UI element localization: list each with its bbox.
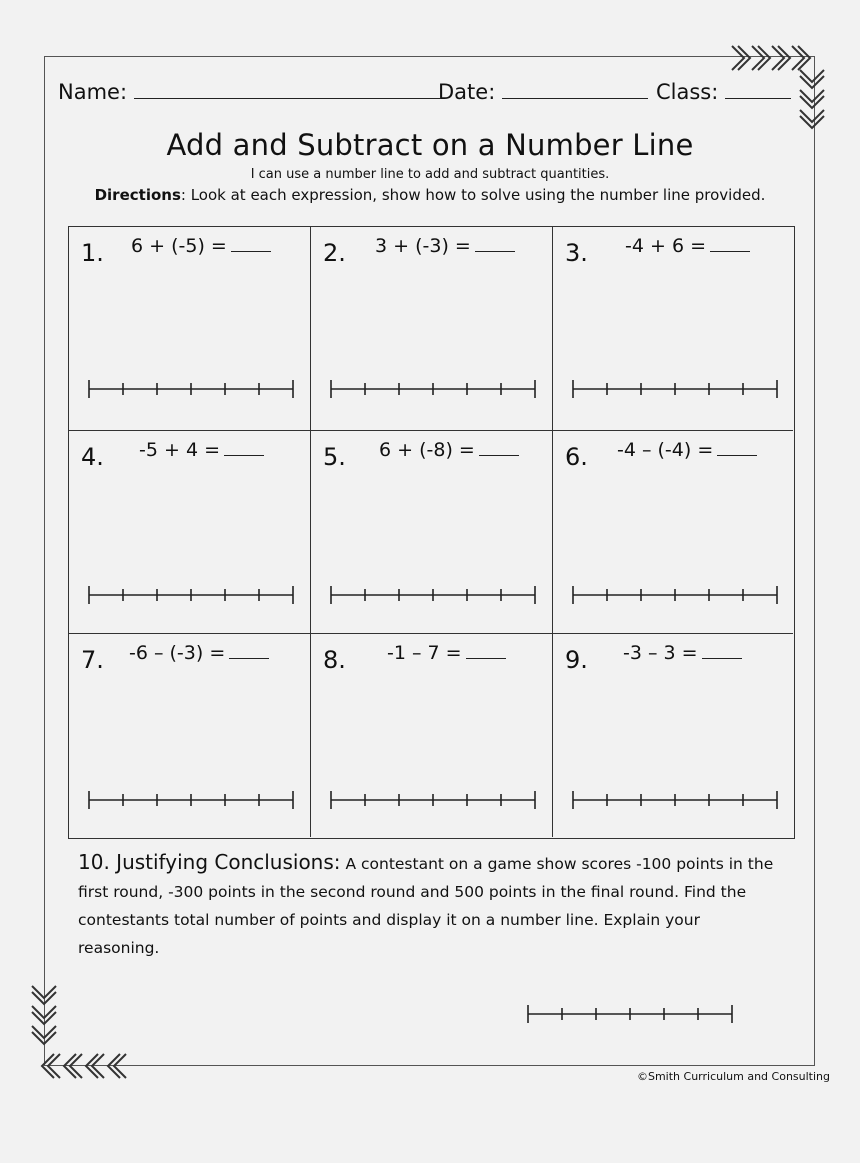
problem-number: 7.: [81, 646, 104, 674]
problem-cell: [553, 227, 793, 431]
class-blank[interactable]: [725, 80, 791, 99]
date-field[interactable]: [438, 80, 648, 104]
problem-expression: -4 – (-4) =: [617, 439, 757, 461]
problem-expression: -5 + 4 =: [139, 439, 264, 461]
problem-expression: -1 – 7 =: [387, 642, 506, 664]
problem-cell: [311, 431, 553, 634]
problem-number: 6.: [565, 443, 588, 471]
answer-blank[interactable]: [479, 441, 519, 456]
directions-text: : Look at each expression, show how to solve using the number line provided.: [180, 186, 766, 204]
answer-blank[interactable]: [475, 237, 515, 252]
number-line: [526, 1004, 734, 1024]
answer-blank[interactable]: [229, 644, 269, 659]
conclusion-heading: 10. Justifying Conclusions:: [78, 850, 341, 874]
number-line: [571, 790, 779, 810]
problem-expression: -4 + 6 =: [625, 235, 750, 257]
date-blank[interactable]: [502, 80, 648, 99]
number-line: [87, 585, 295, 605]
arrow-border-bottom-left-icon: [28, 982, 138, 1082]
problem-cell: [311, 227, 553, 431]
conclusion-text: A contestant on a game show scores -100 points in the first round, -300 points in the second round and 500 points in the final round. Find the contestants total number of points and display it on a number line. Explain your reasoning.: [78, 855, 774, 957]
name-label: Name:: [58, 80, 128, 104]
directions: [0, 186, 860, 204]
problem-number: 5.: [323, 443, 346, 471]
class-label: Class:: [656, 80, 719, 104]
problem-cell: [553, 634, 793, 837]
learning-goal: I can use a number line to add and subtract quantities.: [250, 167, 610, 182]
problem-expression: 6 + (-8) =: [379, 439, 519, 461]
problem-cell: [69, 227, 311, 431]
problem-number: 3.: [565, 239, 588, 267]
problem-expression: 6 + (-5) =: [131, 235, 271, 257]
problem-number: 1.: [81, 239, 104, 267]
problem-number: 2.: [323, 239, 346, 267]
directions-label: Directions: [94, 186, 181, 204]
problem-expression: 3 + (-3) =: [375, 235, 515, 257]
answer-blank[interactable]: [710, 237, 750, 252]
number-line: [87, 379, 295, 399]
problem-expression: -3 – 3 =: [623, 642, 742, 664]
problem-number: 9.: [565, 646, 588, 674]
problem-grid: [68, 226, 795, 839]
copyright-credit: ©Smith Curriculum and Consulting: [636, 1070, 830, 1083]
answer-blank[interactable]: [231, 237, 271, 252]
number-line: [329, 379, 537, 399]
problem-cell: [69, 634, 311, 837]
problem-cell: [553, 431, 793, 634]
date-label: Date:: [438, 80, 496, 104]
name-blank[interactable]: [134, 80, 440, 99]
answer-blank[interactable]: [466, 644, 506, 659]
problem-number: 4.: [81, 443, 104, 471]
justifying-conclusions-prompt: [78, 848, 778, 962]
number-line: [571, 585, 779, 605]
page-title: Add and Subtract on a Number Line: [166, 128, 694, 162]
number-line: [571, 379, 779, 399]
problem-cell: [311, 634, 553, 837]
answer-blank[interactable]: [717, 441, 757, 456]
answer-blank[interactable]: [224, 441, 264, 456]
problem-expression: -6 – (-3) =: [129, 642, 269, 664]
problem-number: 8.: [323, 646, 346, 674]
number-line: [329, 790, 537, 810]
name-field[interactable]: [58, 80, 440, 104]
problem-cell: [69, 431, 311, 634]
answer-blank[interactable]: [702, 644, 742, 659]
number-line: [87, 790, 295, 810]
class-field[interactable]: [656, 80, 791, 104]
number-line: [329, 585, 537, 605]
